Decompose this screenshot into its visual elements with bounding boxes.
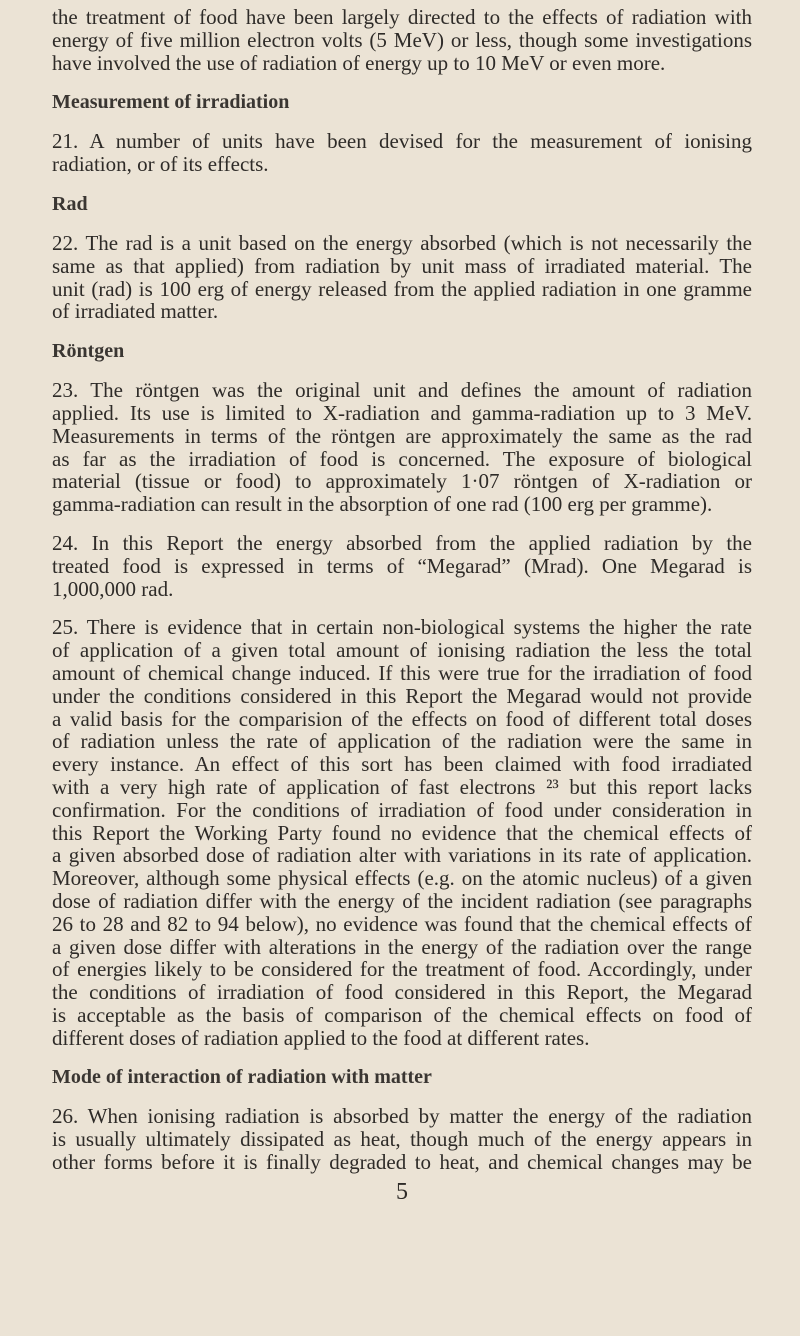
text-line: the treatment of food have been largely directed to the effects of radiation with — [52, 5, 752, 29]
text-line: applied. Its use is limited to X-radiation and gamma-radiation up to 3 MeV. — [52, 400, 752, 425]
text-line: gamma-radiation can result in the absorption of one rad (100 erg per gramme). — [52, 492, 713, 517]
text-line: 1,000,000 rad. — [52, 576, 174, 601]
heading-measurement: Measurement of irradiation — [52, 91, 290, 114]
paragraph-22 — [52, 232, 752, 323]
text-line: this Report the Working Party found no evidence that the chemical effects of — [52, 820, 752, 845]
document-page — [52, 6, 752, 1206]
paragraph-23 — [52, 379, 752, 516]
text-line: is usually ultimately dissipated as heat, though much of the energy appears in — [52, 1127, 752, 1152]
text-line: a given dose differ with alterations in the energy of the radiation over the range — [52, 934, 752, 959]
text-line: have involved the use of radiation of energy up to 10 MeV or even more. — [52, 50, 666, 75]
text-line: 24. In this Report the energy absorbed from the applied radiation by the — [52, 530, 752, 555]
text-line: different doses of radiation applied to the food at different rates. — [52, 1025, 590, 1050]
text-line: as far as the irradiation of food is concerned. The exposure of biological — [52, 446, 752, 471]
text-line: 21. A number of units have been devised for the measurement of ionising — [52, 129, 752, 154]
text-line: energy of five million electron volts (5 MeV) or less, though some investigations — [52, 27, 752, 52]
text-line: 26 to 28 and 82 to 94 below), no evidence was found that the chemical effects of — [52, 911, 752, 936]
text-line: other forms before it is finally degraded to heat, and chemical changes may be — [52, 1150, 752, 1175]
text-line: with a very high rate of application of fast electrons ²³ but this report lacks — [52, 774, 752, 799]
text-line: of application of a given total amount of ionising radiation the less the total — [52, 638, 752, 663]
text-line: Moreover, although some physical effects (e.g. on the atomic nucleus) of a given — [52, 866, 752, 891]
text-line: the conditions of irradiation of food considered in this Report, the Megarad — [52, 980, 752, 1005]
text-line: same as that applied) from radiation by unit mass of irradiated material. The — [52, 253, 752, 278]
text-line: a given absorbed dose of radiation alter with variations in its rate of application. — [52, 843, 752, 868]
text-line: under the conditions considered in this Report the Megarad would not provide — [52, 683, 752, 708]
heading-rad: Rad — [52, 192, 88, 215]
text-line: of radiation unless the rate of application of the radiation were the same in — [52, 729, 752, 754]
text-line: dose of radiation differ with the energy of the incident radiation (see paragraphs — [52, 888, 752, 913]
text-line: of energies likely to be considered for the treatment of food. Accordingly, under — [52, 957, 752, 982]
text-line: amount of chemical change induced. If this were true for the irradiation of food — [52, 660, 752, 685]
text-line: 22. The rad is a unit based on the energy absorbed (which is not necessarily the — [52, 230, 752, 255]
text-line: unit (rad) is 100 erg of energy released from the applied radiation in one gramme — [52, 276, 752, 301]
text-line: every instance. An effect of this sort has been claimed with food irradiated — [52, 752, 752, 777]
text-line: radiation, or of its effects. — [52, 152, 269, 177]
paragraph-21 — [52, 130, 752, 176]
text-line: material (tissue or food) to approximately 1·07 röntgen of X-radiation or — [52, 469, 752, 494]
text-line: confirmation. For the conditions of irradiation of food under consideration in — [52, 797, 752, 822]
text-line: treated food is expressed in terms of “Megarad” (Mrad). One Megarad is — [52, 553, 752, 578]
text-line: 26. When ionising radiation is absorbed by matter the energy of the radiation — [52, 1104, 752, 1129]
text-line: 25. There is evidence that in certain non-biological systems the higher the rate — [52, 615, 752, 640]
text-line: a valid basis for the comparision of the effects on food of different total doses — [52, 706, 752, 731]
text-line: Measurements in terms of the röntgen are approximately the same as the rad — [52, 423, 752, 448]
page-number: 5 — [396, 1178, 408, 1205]
text-line: 23. The röntgen was the original unit and defines the amount of radiation — [52, 378, 752, 403]
paragraph-25 — [52, 616, 752, 1049]
heading-mode-of-interaction: Mode of interaction of radiation with matter — [52, 1066, 432, 1089]
paragraph-26 — [52, 1105, 752, 1173]
heading-rontgen: Röntgen — [52, 340, 125, 363]
text-line: is acceptable as the basis of comparison of the chemical effects on food of — [52, 1002, 752, 1027]
paragraph-24 — [52, 532, 752, 600]
text-line: of irradiated matter. — [52, 299, 219, 324]
intro-paragraph — [52, 6, 752, 74]
